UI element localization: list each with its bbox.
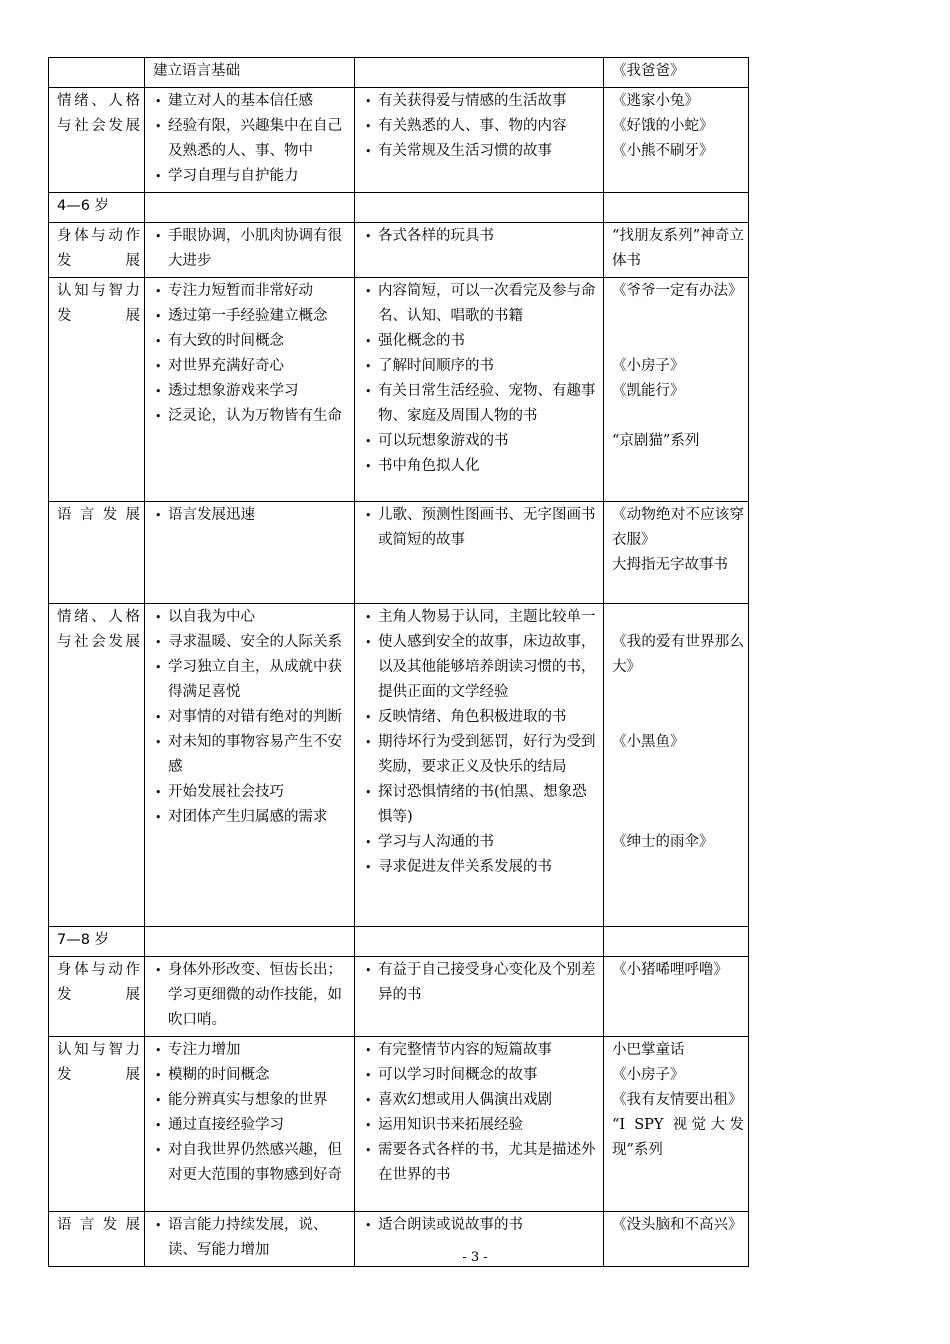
age-band-row	[49, 193, 749, 223]
book-types-list	[363, 89, 599, 164]
book-types-cell	[355, 58, 604, 88]
traits-list	[153, 279, 350, 429]
list-item: • 对团体产生归属感的需求	[153, 805, 350, 830]
table-row	[49, 502, 749, 604]
empty-cell	[355, 927, 604, 957]
traits-cell	[145, 1037, 355, 1212]
list-item: • 使人感到安全的故事，床边故事，以及其他能够培养朗读习惯的书，提供正面的文学经验	[363, 630, 599, 705]
list-item: • 各式各样的玩具书	[363, 224, 599, 249]
list-item: • 学习与人沟通的书	[363, 830, 599, 855]
spacer	[612, 605, 744, 630]
traits-cell	[145, 278, 355, 502]
book-title: 《我有友情要出租》	[612, 1092, 743, 1108]
book-title: 小巴掌童话	[612, 1042, 685, 1058]
category-cell: 语言发展	[49, 1212, 145, 1267]
list-item: • 可以玩想象游戏的书	[363, 429, 599, 454]
list-item: • 手眼协调，小肌肉协调有很大进步	[153, 224, 350, 274]
list-item: • 模糊的时间概念	[153, 1063, 350, 1088]
list-item: • 透过想象游戏来学习	[153, 379, 350, 404]
spacer	[612, 329, 744, 354]
list-item: • 语言能力持续发展，说、读、写能力增加	[153, 1213, 350, 1263]
spacer	[612, 780, 744, 805]
table-row	[49, 223, 749, 278]
list-item: • 以自我为中心	[153, 605, 350, 630]
spacer	[612, 705, 744, 730]
list-item: • 有大致的时间概念	[153, 329, 350, 354]
list-item: • 内容简短，可以一次看完及参与命名、认知、唱歌的书籍	[363, 279, 599, 329]
books-cell	[604, 604, 749, 927]
category-cell: 身体与动作发展	[49, 957, 145, 1037]
list-item: • 专注力短暂而非常好动	[153, 279, 350, 304]
book-title: 大拇指无字故事书	[612, 557, 728, 573]
list-item: • 建立对人的基本信任感	[153, 89, 350, 114]
trait-text: 建立语言基础	[153, 63, 240, 79]
list-item: • 有关熟悉的人、事、物的内容	[363, 114, 599, 139]
list-item: • 适合朗读或说故事的书	[363, 1213, 599, 1238]
traits-list	[153, 503, 350, 528]
category-cell: 语言发展	[49, 502, 145, 604]
list-item: • 学习独立自主，从成就中获得满足喜悦	[153, 655, 350, 705]
book-types-list	[363, 605, 599, 880]
category-cell: 情绪、人格与社会发展	[49, 88, 145, 193]
book-title: 《小黑鱼》	[612, 734, 685, 750]
category-cell: 认知与智力发展	[49, 278, 145, 502]
book-title: 《爷爷一定有办法》	[612, 283, 743, 299]
books-cell	[604, 278, 749, 502]
list-item: • 泛灵论，认为万物皆有生命	[153, 404, 350, 429]
list-item: • 对事情的对错有绝对的判断	[153, 705, 350, 730]
list-item: • 通过直接经验学习	[153, 1113, 350, 1138]
empty-cell	[604, 927, 749, 957]
list-item: • 喜欢幻想或用人偶演出戏剧	[363, 1088, 599, 1113]
book-title: 《没头脑和不高兴》	[612, 1217, 743, 1233]
spacer	[612, 304, 744, 329]
list-item: • 身体外形改变、恒齿长出；学习更细微的动作技能，如吹口哨。	[153, 958, 350, 1033]
age-band-row	[49, 927, 749, 957]
spacer	[612, 755, 744, 780]
book-types-cell	[355, 278, 604, 502]
books-cell	[604, 957, 749, 1037]
table-row	[49, 58, 749, 88]
book-types-cell	[355, 88, 604, 193]
traits-cell	[145, 957, 355, 1037]
category-cell: 身体与动作发展	[49, 223, 145, 278]
book-title: 《好饿的小蛇》	[612, 118, 714, 134]
book-types-list	[363, 958, 599, 1008]
book-types-list	[363, 503, 599, 553]
book-title: 《小熊不刷牙》	[612, 143, 714, 159]
book-types-cell	[355, 223, 604, 278]
book-types-cell	[355, 604, 604, 927]
table-row	[49, 604, 749, 927]
book-types-list	[363, 1038, 599, 1188]
spacer	[612, 680, 744, 705]
list-item: • 有关常规及生活习惯的故事	[363, 139, 599, 164]
book-title: 《逃家小兔》	[612, 93, 699, 109]
development-reading-table	[48, 57, 749, 1267]
spacer	[612, 805, 744, 830]
traits-list	[153, 605, 350, 830]
list-item: • 有完整情节内容的短篇故事	[363, 1038, 599, 1063]
list-item: • 强化概念的书	[363, 329, 599, 354]
traits-list	[153, 224, 350, 274]
category-cell: 认知与智力发展	[49, 1037, 145, 1212]
book-types-cell	[355, 957, 604, 1037]
category-cell: 情绪、人格与社会发展	[49, 604, 145, 927]
list-item: • 学习自理与自护能力	[153, 164, 350, 189]
list-item: • 对未知的事物容易产生不安感	[153, 730, 350, 780]
list-item: • 有关日常生活经验、宠物、有趣事物、家庭及周围人物的书	[363, 379, 599, 429]
list-item: • 儿歌、预测性图画书、无字图画书或简短的故事	[363, 503, 599, 553]
traits-list	[153, 89, 350, 189]
table-row	[49, 278, 749, 502]
book-title: 《小房子》	[612, 1067, 685, 1083]
list-item: • 透过第一手经验建立概念	[153, 304, 350, 329]
book-title: 《绅士的雨伞》	[612, 834, 714, 850]
book-types-list	[363, 279, 599, 479]
books-cell	[604, 58, 749, 88]
book-title: 《凯能行》	[612, 383, 685, 399]
book-title: 《小房子》	[612, 358, 685, 374]
list-item: • 需要各式各样的书，尤其是描述外在世界的书	[363, 1138, 599, 1188]
list-item: • 对自我世界仍然感兴趣，但对更大范围的事物感到好奇	[153, 1138, 350, 1188]
list-item: • 开始发展社会技巧	[153, 780, 350, 805]
book-types-cell	[355, 1037, 604, 1212]
age-band-label: 4—6 岁	[49, 193, 145, 223]
traits-cell	[145, 88, 355, 193]
book-title: 《我爸爸》	[612, 63, 685, 79]
list-item: • 了解时间顺序的书	[363, 354, 599, 379]
list-item: • 对世界充满好奇心	[153, 354, 350, 379]
list-item: • 反映情绪、角色积极进取的书	[363, 705, 599, 730]
traits-list	[153, 958, 350, 1033]
books-cell	[604, 1037, 749, 1212]
list-item: • 探讨恐惧情绪的书(怕黑、想象恐惧等)	[363, 780, 599, 830]
book-title: 《动物绝对不应该穿衣服》	[612, 507, 744, 548]
book-title: “京剧猫”系列	[612, 433, 700, 449]
traits-cell	[145, 502, 355, 604]
traits-cell	[145, 604, 355, 927]
books-cell	[604, 88, 749, 193]
empty-cell	[604, 193, 749, 223]
book-types-list	[363, 1213, 599, 1238]
table-row	[49, 957, 749, 1037]
list-item: • 能分辨真实与想象的世界	[153, 1088, 350, 1113]
table-body	[49, 58, 749, 1267]
list-item: • 有益于自己接受身心变化及个别差异的书	[363, 958, 599, 1008]
traits-cell	[145, 58, 355, 88]
table-row	[49, 88, 749, 193]
list-item: • 有关获得爱与情感的生活故事	[363, 89, 599, 114]
page-number: - 3 -	[462, 1250, 488, 1265]
book-title: “找朋友系列”神奇立体书	[612, 228, 744, 269]
books-cell	[604, 502, 749, 604]
book-types-cell	[355, 502, 604, 604]
list-item: • 语言发展迅速	[153, 503, 350, 528]
book-title: “I SPY 视觉大发现”系列	[612, 1117, 744, 1158]
list-item: • 专注力增加	[153, 1038, 350, 1063]
list-item: • 主角人物易于认同，主题比较单一	[363, 605, 599, 630]
list-item: • 书中角色拟人化	[363, 454, 599, 479]
list-item: • 寻求温暖、安全的人际关系	[153, 630, 350, 655]
empty-cell	[355, 193, 604, 223]
age-band-label: 7—8 岁	[49, 927, 145, 957]
book-types-list	[363, 224, 599, 249]
spacer	[612, 404, 744, 429]
category-cell	[49, 58, 145, 88]
table-row	[49, 1037, 749, 1212]
list-item: • 寻求促进友伴关系发展的书	[363, 855, 599, 880]
empty-cell	[145, 193, 355, 223]
traits-list	[153, 1038, 350, 1188]
book-title: 《我的爱有世界那么大》	[612, 634, 744, 675]
list-item: • 期待坏行为受到惩罚，好行为受到奖励，要求正义及快乐的结局	[363, 730, 599, 780]
list-item: • 运用知识书来拓展经验	[363, 1113, 599, 1138]
empty-cell	[145, 927, 355, 957]
list-item: • 可以学习时间概念的故事	[363, 1063, 599, 1088]
books-cell	[604, 223, 749, 278]
list-item: • 经验有限，兴趣集中在自己及熟悉的人、事、物中	[153, 114, 350, 164]
traits-cell	[145, 223, 355, 278]
book-title: 《小猪唏哩呼噜》	[612, 962, 728, 978]
